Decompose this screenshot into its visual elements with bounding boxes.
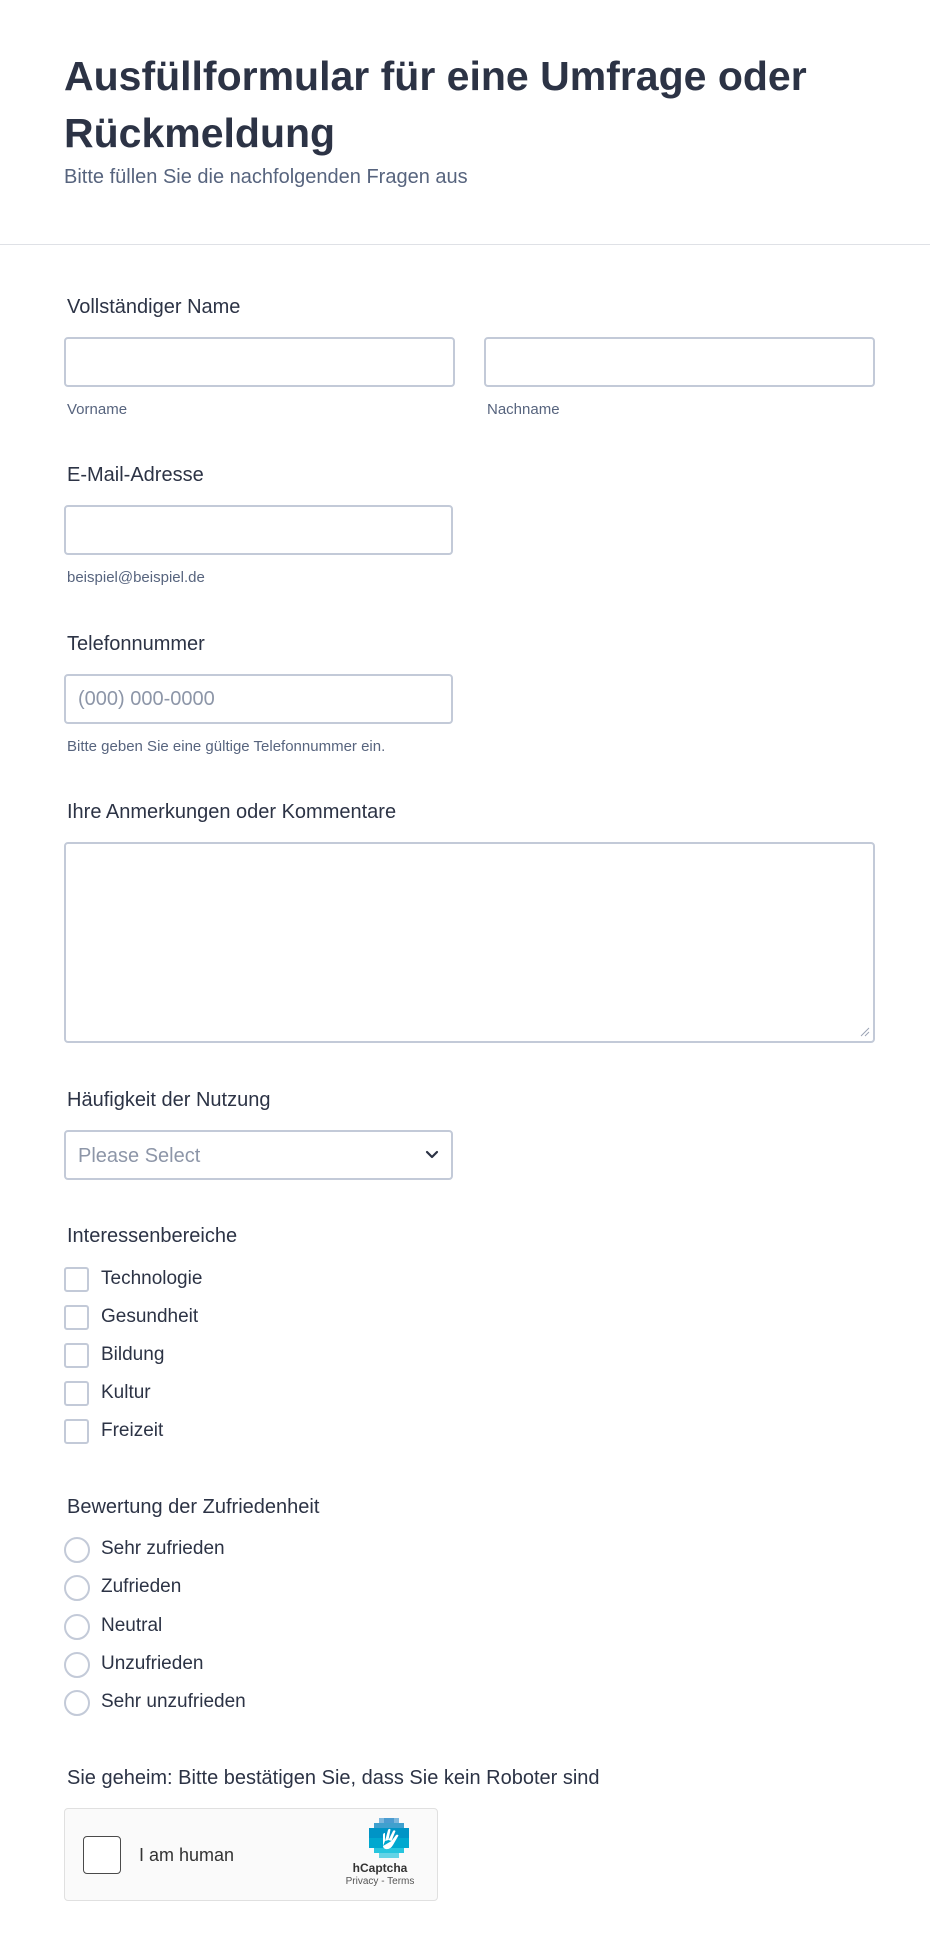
interest-option-label: Technologie: [101, 1268, 203, 1289]
interest-option[interactable]: [64, 1381, 464, 1407]
interest-option-label: Bildung: [101, 1344, 165, 1365]
checkbox[interactable]: [64, 1343, 89, 1368]
captcha-checkbox-label: I am human: [139, 1845, 235, 1865]
radio-button[interactable]: [64, 1537, 90, 1563]
hcaptcha-brand: hCaptcha: [352, 1861, 408, 1875]
frequency-select[interactable]: [64, 1130, 453, 1180]
email-label: E-Mail-Adresse: [67, 464, 204, 486]
resize-grip-icon[interactable]: [860, 1027, 870, 1037]
satisfaction-option[interactable]: [64, 1614, 464, 1640]
captcha-checkbox[interactable]: [83, 1836, 121, 1874]
satisfaction-label: Bewertung der Zufriedenheit: [67, 1496, 320, 1518]
satisfaction-option-label: Sehr unzufrieden: [101, 1691, 246, 1712]
interest-option-label: Kultur: [101, 1382, 151, 1403]
comments-label: Ihre Anmerkungen oder Kommentare: [67, 801, 397, 823]
satisfaction-option[interactable]: [64, 1537, 464, 1563]
satisfaction-option-label: Sehr zufrieden: [101, 1538, 225, 1559]
checkbox[interactable]: [64, 1267, 89, 1292]
radio-button[interactable]: [64, 1614, 90, 1640]
phone-label: Telefonnummer: [67, 633, 205, 655]
last-name-input[interactable]: [484, 337, 875, 387]
satisfaction-option[interactable]: [64, 1652, 464, 1678]
email-input[interactable]: [64, 505, 453, 555]
satisfaction-option[interactable]: [64, 1690, 464, 1716]
satisfaction-option-label: Zufrieden: [101, 1576, 182, 1597]
hcaptcha-logo-icon: [369, 1818, 409, 1858]
phone-input[interactable]: [64, 674, 453, 724]
frequency-selected-value: Please Select: [78, 1145, 201, 1167]
satisfaction-option-label: Neutral: [101, 1615, 163, 1636]
interest-option[interactable]: [64, 1419, 464, 1445]
satisfaction-option-label: Unzufrieden: [101, 1653, 204, 1674]
interests-label: Interessenbereiche: [67, 1225, 238, 1247]
checkbox[interactable]: [64, 1381, 89, 1406]
interest-option[interactable]: [64, 1305, 464, 1331]
first-name-input[interactable]: [64, 337, 455, 387]
interest-option[interactable]: [64, 1267, 464, 1293]
email-sublabel: beispiel@beispiel.de: [67, 569, 205, 586]
interest-option-label: Gesundheit: [101, 1306, 199, 1327]
captcha-privacy-terms-links[interactable]: Privacy - Terms: [345, 1876, 415, 1887]
form-header: [0, 0, 930, 245]
form-title: Ausfüllformular für eine Umfrage oder Rückmeldung: [64, 53, 807, 156]
captcha-label: Sie geheim: Bitte bestätigen Sie, dass Sie kein Roboter sind: [67, 1767, 600, 1789]
first-name-sublabel: Vorname: [67, 401, 128, 418]
full-name-label: Vollständiger Name: [67, 296, 241, 318]
radio-button[interactable]: [64, 1690, 90, 1716]
checkbox[interactable]: [64, 1305, 89, 1330]
interest-option[interactable]: [64, 1343, 464, 1369]
radio-button[interactable]: [64, 1575, 90, 1601]
radio-button[interactable]: [64, 1652, 90, 1678]
interest-option-label: Freizeit: [101, 1420, 164, 1441]
chevron-down-icon: [424, 1148, 440, 1162]
hcaptcha-widget: [64, 1808, 438, 1901]
comments-textarea[interactable]: [64, 842, 875, 1043]
phone-sublabel: Bitte geben Sie eine gültige Telefonnummer ein.: [67, 738, 386, 755]
satisfaction-option[interactable]: [64, 1575, 464, 1601]
last-name-sublabel: Nachname: [487, 401, 560, 418]
frequency-label: Häufigkeit der Nutzung: [67, 1089, 271, 1111]
form-subtitle: Bitte füllen Sie die nachfolgenden Fragen aus: [64, 166, 468, 188]
checkbox[interactable]: [64, 1419, 89, 1444]
